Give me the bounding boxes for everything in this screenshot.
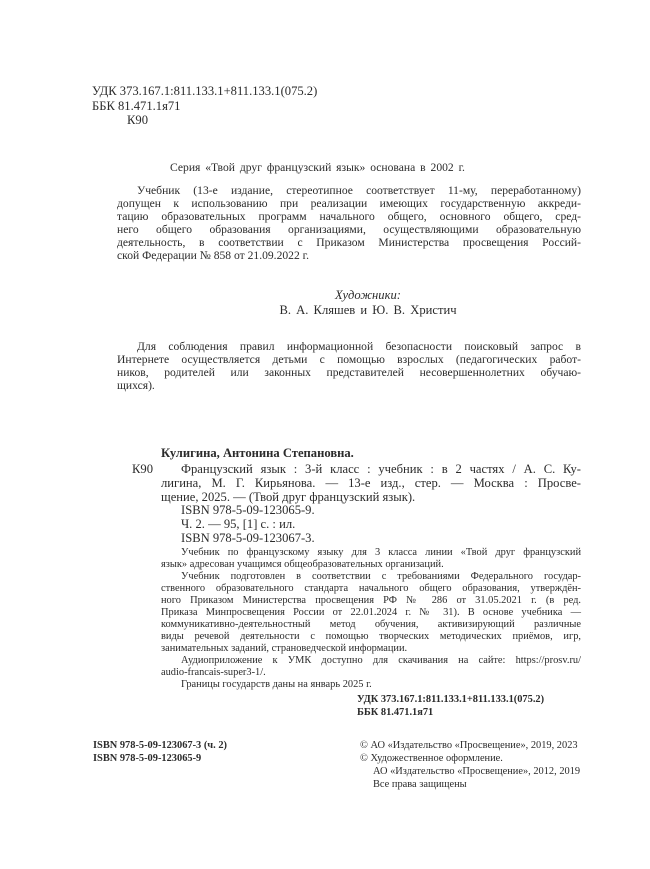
text-line: него общего образования организациями, осуществляющими образовательную [117, 223, 581, 236]
catalog-title-line: щение, 2025. — (Твой друг французский язык). [161, 490, 416, 504]
text-line: допущен к использованию при реализации имеющих государственную аккреди- [117, 197, 581, 210]
copyright-line: Все права защищены [373, 779, 467, 790]
catalog-isbn-part: ISBN 978-5-09-123067-3. [181, 531, 315, 545]
catalog-udk: УДК 373.167.1:811.133.1+811.133.1(075.2) [357, 694, 545, 705]
annotation-line: audio-francais-super3-1/. [161, 667, 266, 678]
series-note: Серия «Твой друг французский язык» основана в 2002 г. [170, 161, 465, 174]
annotation-line: Учебник по французскому языку для 3 класса линии «Твой друг французский [181, 547, 581, 558]
text-line: Учебник (13-е издание, стереотипное соответствует 11-му, переработанному) [137, 184, 581, 197]
text-line: ников, родителей или законных представителей несовершеннолетних обучаю- [117, 366, 581, 379]
bbk-header: ББК 81.471.1я71 [92, 99, 181, 113]
text-line: тацию образовательных программ начального общего, основного общего, сред- [117, 210, 581, 223]
annotation-line: Приказа Минпросвещения России от 22.01.2024 г. № 31). В основе учебника — [161, 607, 581, 618]
catalog-bbk: ББК 81.471.1я71 [357, 707, 434, 718]
artists-names: В. А. Кляшев и Ю. В. Христич [279, 303, 457, 317]
annotation-line: виды речевой деятельности с помощью творческих методических приёмов, игр, [161, 631, 581, 642]
catalog-isbn-set: ISBN 978-5-09-123065-9. [181, 503, 315, 517]
catalog-author: Кулигина, Антонина Степановна. [161, 446, 354, 460]
catalog-title-line: Французский язык : 3-й класс : учебник : в 2 частях / А. С. Ку- [181, 462, 581, 476]
annotation-line: Аудиоприложение к УМК доступно для скачивания на сайте: https://prosv.ru/ [181, 655, 581, 666]
annotation-line: коммуникативно-деятельностный метод обучения, активизирующий различные [161, 619, 581, 630]
catalog-code: К90 [132, 462, 153, 476]
text-line: ской Федерации № 858 от 21.09.2022 г. [117, 249, 310, 262]
annotation-line: ственного образовательного стандарта начального общего образования, утверждён- [161, 583, 581, 594]
text-line: Для соблюдения правил информационной безопасности поисковый запрос в [137, 340, 581, 353]
catalog-part: Ч. 2. — 95, [1] с. : ил. [181, 517, 296, 531]
annotation-line: ного Приказом Министерства просвещения РФ № 286 от 31.05.2021 г. (в ред. [161, 595, 581, 606]
copyright-line: АО «Издательство «Просвещение», 2012, 2019 [373, 766, 581, 777]
author-code-header: К90 [127, 113, 148, 127]
annotation-line: занимательных заданий, страноведческой информации. [161, 643, 408, 654]
text-line: щихся). [117, 379, 155, 392]
catalog-title-line: лигина, М. Г. Кирьянова. — 13-е изд., стер. — Москва : Просве- [161, 476, 581, 490]
annotation-line: Учебник подготовлен в соответствии с требованиями Федерального государ- [181, 571, 581, 582]
text-line: деятельность, в соответствии с Приказом Министерства просвещения Россий- [117, 236, 581, 249]
footer-isbn-part: ISBN 978-5-09-123067-3 (ч. 2) [93, 740, 228, 751]
footer-isbn-set: ISBN 978-5-09-123065-9 [93, 753, 202, 764]
artists-label: Художники: [335, 288, 401, 302]
udk-header: УДК 373.167.1:811.133.1+811.133.1(075.2) [92, 84, 318, 98]
copyright-line: © АО «Издательство «Просвещение», 2019, 2023 [360, 740, 578, 751]
text-line: Интернете осуществляется детьми с помощью взрослых (педагогических работ- [117, 353, 581, 366]
annotation-line: Границы государств даны на январь 2025 г. [181, 679, 372, 690]
copyright-line: © Художественное оформление. [360, 753, 503, 764]
annotation-line: язык» адресован учащимся общеобразовательных организаций. [161, 559, 444, 570]
